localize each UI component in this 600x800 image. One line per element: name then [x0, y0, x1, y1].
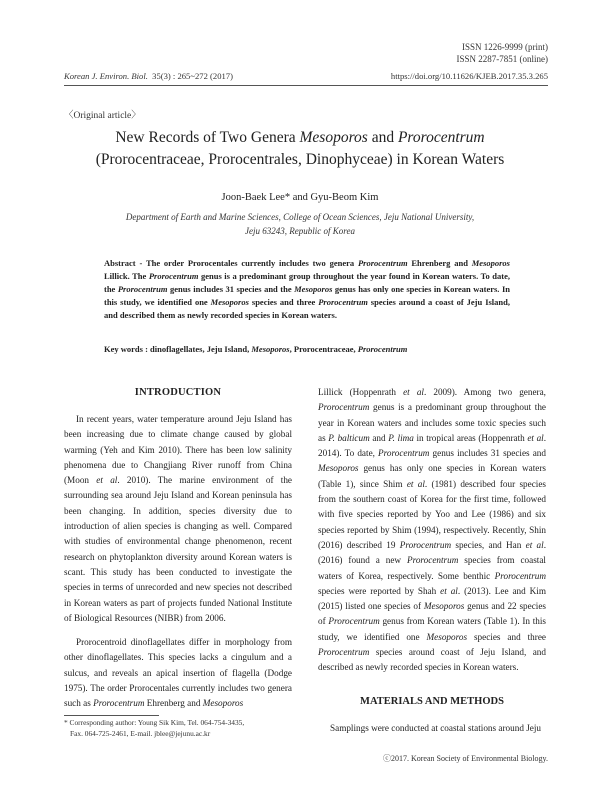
copyright: ⓒ2017. Korean Society of Environmental Biology.: [382, 754, 548, 763]
methods-paragraph-1: Samplings were conducted at coastal stations around Jeju: [330, 723, 542, 733]
issn-online: ISSN 2287-7851 (online): [456, 54, 548, 64]
abstract: Abstract - The order Prorocentales currently includes two genera Prorocentrum Ehrenberg and Mesoporos Lillick. The Prorocentrum genus is a predominant group throughout the year found in Korean waters. To date, the Prorocentrum genus includes 31 species and the Mesoporos genus has only one species in Korean waters. In this study, we identified one Mesoporos species and three Prorocentrum species around a coast of Jeju Island, and described them as newly recorded species in Korean waters.: [104, 258, 511, 320]
title-line-1: New Records of Two Genera Mesoporos and Prorocentrum: [115, 129, 485, 146]
right-column: [318, 385, 546, 676]
footnote-rule: [64, 715, 159, 716]
doi-link[interactable]: https://doi.org/10.11626/KJEB.2017.35.3.265: [390, 71, 548, 81]
methods-heading: MATERIALS AND METHODS: [360, 696, 504, 707]
intro-paragraph-1: In recent years, water temperature around Jeju Island has been increasing due to climate change caused by global warming (Yeh and Kim 2010). There has been low salinity phenomena due to Changjiang River runoff from China (Moon et al. 2010). The marine environment of the surrounding sea around Jeju Island and Korean peninsula has been changing. In addition, species diversity due to introduction of alien species is changing as well. Compared with studies of environmental change phenomenon, recent research on phytoplankton diversity around Korean waters is scant. This study has been conducted to investigate the species in terms of unrecorded and new species not described in Korean waters as part of projects funded National Institute of Biological Resources (NIBR) from 2006.: [64, 414, 293, 623]
running-header: [64, 71, 548, 83]
intro-paragraph-2-continued: Lillick (Hoppenrath et al. 2009). Among two genera, Prorocentrum genus is a predominant group throughout the year in Korean waters and includes some toxic species such as P. balticum and P. lima in tropical areas (Hoppenrath et al. 2014). To date, Prorocentrum genus includes 31 species and Mesoporos genus has only one species in Korean waters (Table 1), since Shim et al. (1981) described four species from the southern coast of Korea for the first time, followed with five species reported by Yoo and Lee (1986) and six species reported by Shim (1994), respectively. Recently, Shin (2016) described 19 Prorocentrum species, and Han et al. (2016) found a new Prorocentrum species from coastal waters of Korea, respectively. Some benthic Prorocentrum species were reported by Shah et al. (2013). Lee and Kim (2015) listed one species of Mesoporos genus and 22 species of Prorocentrum genus from Korean waters (Table 1). In this study, we identified one Mesoporos species and three Prorocentrum species around coast of Jeju Island, and described as newly recorded species in Korean waters.: [318, 387, 547, 673]
keywords-label: Key words :: [104, 344, 151, 354]
volume-pages: 35(3) : 265~272 (2017): [152, 71, 233, 81]
journal-citation: [64, 71, 233, 81]
header-rule: [64, 85, 548, 86]
abstract-label: Abstract: [104, 258, 136, 268]
left-column: [64, 385, 292, 712]
paper-title: [40, 127, 560, 171]
introduction-heading: INTRODUCTION: [134, 387, 222, 398]
intro-paragraph-2: Prorocentroid dinoflagellates differ in morphology from other dinoflagellates. This species lacks a cingulum and a sulcus, and reveals an apical insertion of flagella (Dodge 1975). The order Prorocentales currently includes two genera such as Prorocentrum Ehrenberg and Mesoporos: [64, 637, 292, 709]
corresponding-author-footnote: * Corresponding author: Young Sik Kim, Tel. 064-754-3435, Fax. 064-725-2461, E-mail. jblee@jejunu.ac.kr: [64, 718, 245, 738]
keywords: Key words : dinoflagellates, Jeju Island, Mesoporos, Prorocentraceae, Prorocentrum: [104, 344, 408, 354]
authors: Joon-Baek Lee* and Gyu-Beom Kim: [221, 192, 379, 203]
issn-print: ISSN 1226-9999 (print): [462, 42, 548, 52]
issn-block: [457, 41, 549, 65]
journal-name: Korean J. Environ. Biol.: [64, 71, 148, 81]
affiliation: Department of Earth and Marine Sciences, College of Ocean Sciences, Jeju National University, Jeju 63243, Republic of Korea: [125, 212, 475, 236]
title-line-2: (Prorocentraceae, Prorocentrales, Dinophyceae) in Korean Waters: [95, 151, 505, 168]
article-type: 〈Original article〉: [64, 111, 141, 121]
